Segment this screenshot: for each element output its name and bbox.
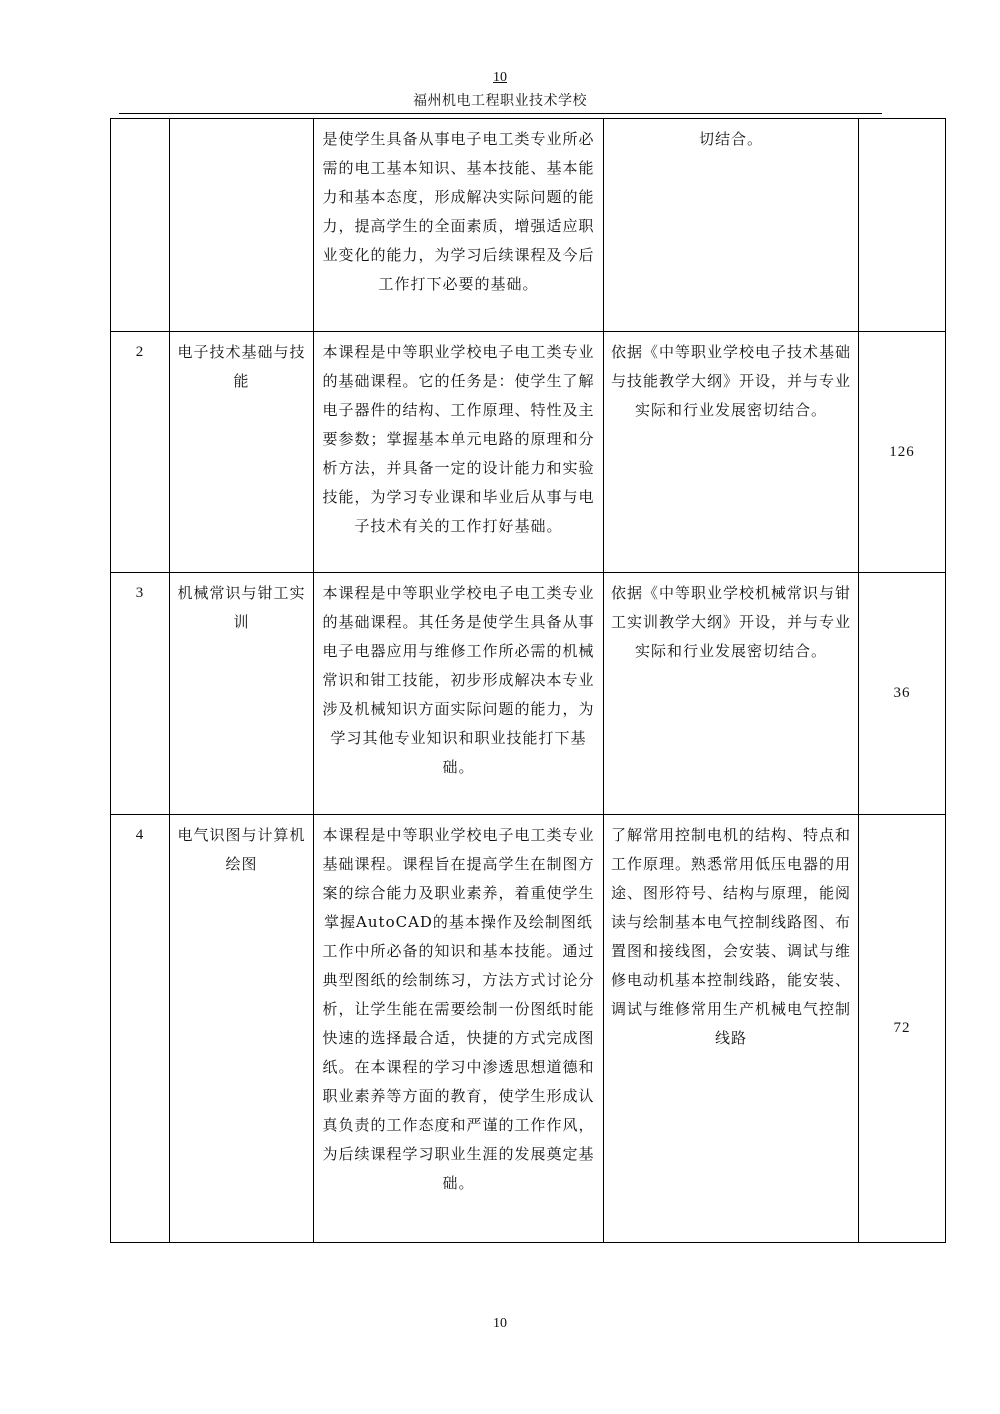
row-number: 4	[111, 815, 170, 1243]
table-row	[111, 119, 946, 332]
header-school-name: 福州机电工程职业技术学校	[413, 93, 587, 109]
course-description: 是使学生具备从事电子电工类专业所必需的电工基本知识、基本技能、基本能力和基本态度，形成解决实际问题的能力，提高学生的全面素质，增强适应职业变化的能力，为学习后续课程及今后工作打下必要的基础。	[314, 119, 604, 332]
course-hours: 72	[859, 815, 946, 1243]
course-description: 本课程是中等职业学校电子电工类专业的基础课程。它的任务是：使学生了解电子器件的结构、工作原理、特性及主要参数；掌握基本单元电路的原理和分析方法，并具备一定的设计能力和实验技能，为学习专业课和毕业后从事与电子技术有关的工作打好基础。	[314, 332, 604, 573]
course-name	[170, 119, 314, 332]
course-description: 本课程是中等职业学校电子电工类专业基础课程。课程旨在提高学生在制图方案的综合能力及职业素养，着重使学生掌握AutoCAD的基本操作及绘制图纸工作中所必备的知识和基本技能。通过典型图纸的绘制练习，方法方式讨论分析，让学生能在需要绘制一份图纸时能快速的选择最合适，快捷的方式完成图纸。在本课程的学习中渗透思想道德和职业素养等方面的教育，使学生形成认真负责的工作态度和严谨的工作作风，为后续课程学习职业生涯的发展奠定基础。	[314, 815, 604, 1243]
course-requirement: 了解常用控制电机的结构、特点和工作原理。熟悉常用低压电器的用途、图形符号、结构与原理，能阅读与绘制基本电气控制线路图、布置图和接线图，会安装、调试与维修电动机基本控制线路，能安装、调试与维修常用生产机械电气控制线路	[604, 815, 859, 1243]
course-requirement: 依据《中等职业学校机械常识与钳工实训教学大纲》开设，并与专业实际和行业发展密切结合。	[604, 573, 859, 815]
course-description: 本课程是中等职业学校电子电工类专业的基础课程。其任务是使学生具备从事电子电器应用与维修工作所必需的机械常识和钳工技能，初步形成解决本专业涉及机械知识方面实际问题的能力，为学习其他专业知识和职业技能打下基础。	[314, 573, 604, 815]
table-row	[111, 573, 946, 815]
footer-page-number: 10	[493, 1316, 507, 1331]
table-row	[111, 332, 946, 573]
course-name: 电子技术基础与技能	[170, 332, 314, 573]
course-hours: 36	[859, 573, 946, 815]
header-divider	[119, 113, 882, 114]
course-requirement: 依据《中等职业学校电子技术基础与技能教学大纲》开设，并与专业实际和行业发展密切结合。	[604, 332, 859, 573]
course-name: 机械常识与钳工实训	[170, 573, 314, 815]
row-number	[111, 119, 170, 332]
row-number: 3	[111, 573, 170, 815]
table-row	[111, 815, 946, 1243]
course-table	[110, 118, 946, 1243]
course-name: 电气识图与计算机绘图	[170, 815, 314, 1243]
course-requirement: 切结合。	[604, 119, 859, 332]
course-hours	[859, 119, 946, 332]
header-page-number: 10	[493, 70, 507, 85]
course-hours: 126	[859, 332, 946, 573]
row-number: 2	[111, 332, 170, 573]
